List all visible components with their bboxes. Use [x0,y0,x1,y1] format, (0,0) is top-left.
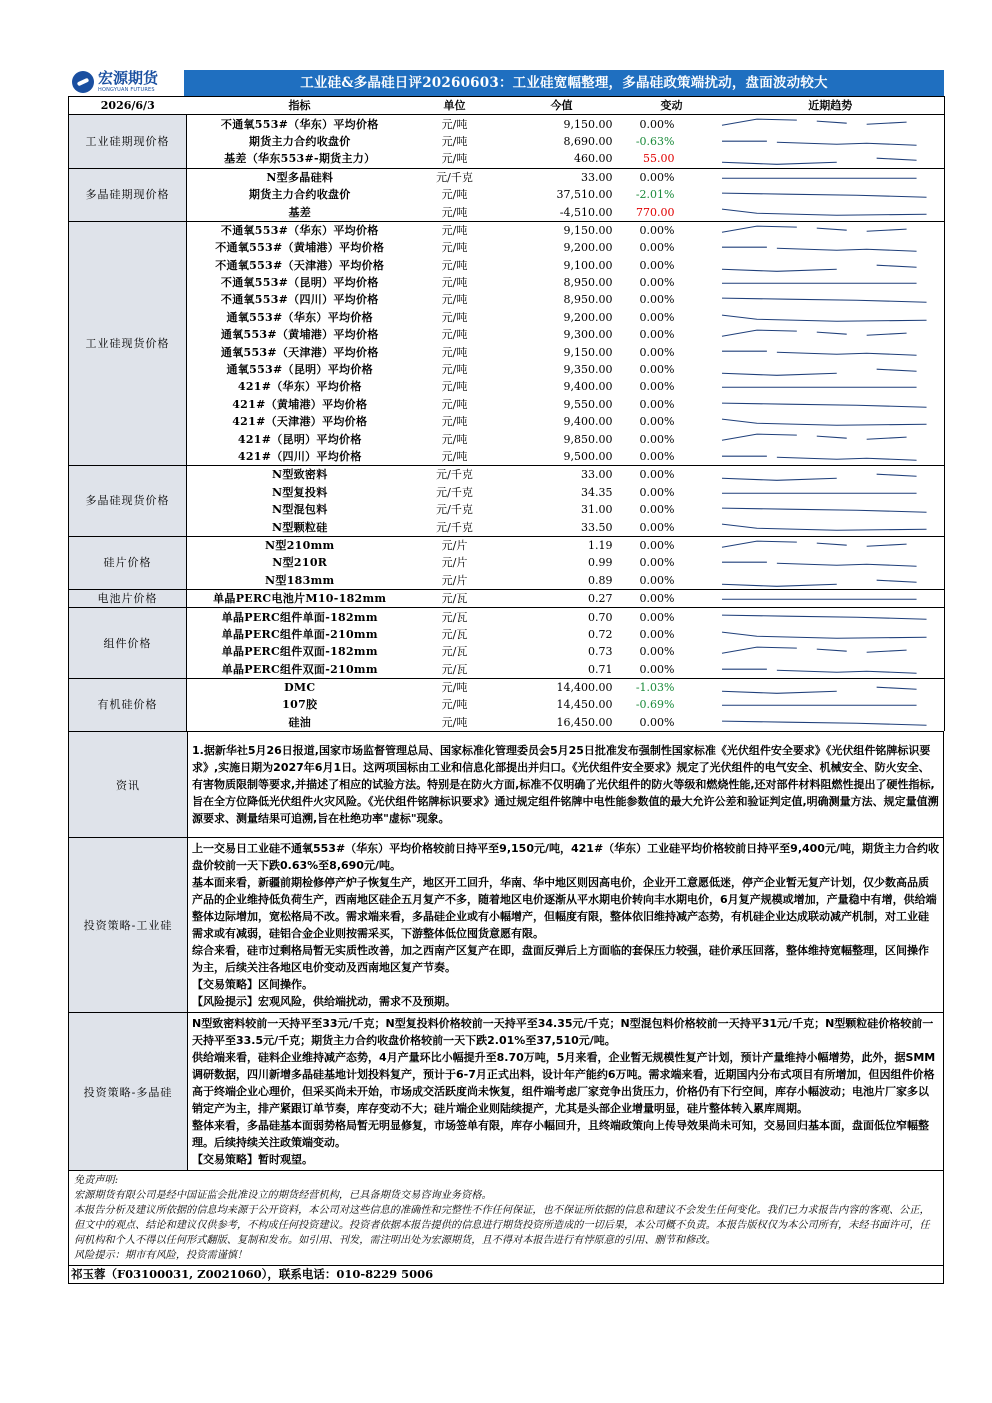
table-row [69,518,945,536]
logo-icon [72,71,94,93]
header-change: 变动 [627,97,717,115]
indicator-cell: 通氧553#（天津港）平均价格 [220,345,379,359]
value-cell: 8,950.00 [563,276,613,290]
indicator-cell: 不通氧553#（昆明）平均价格 [220,276,379,290]
table-row [69,661,945,679]
disclaimer-line: 宏源期货有限公司是经中国证监会批准设立的期货经营机构，已具备期货交易咨询业务资格。 [74,1190,492,1202]
trend-sparkline [717,257,945,274]
change-cell: 0.00% [639,397,675,411]
table-row [69,696,945,713]
report-page [68,68,944,1284]
change-cell: 0.00% [627,589,717,607]
change-cell: 0.00% [639,503,675,517]
trend-sparkline [717,572,945,590]
table-row [69,413,945,430]
trend-sparkline [717,661,945,679]
info-section [68,731,944,838]
trend-sparkline [717,518,945,536]
value-cell: 8,950.00 [563,293,613,307]
change-cell: 0.00% [627,466,717,484]
change-cell: 0.00% [639,310,675,324]
value-cell: 0.72 [588,627,613,641]
indicator-cell: 单晶PERC组件单面-210mm [221,627,378,641]
table-row [69,257,945,274]
table-row [69,536,945,554]
disclaimer-line: 风险提示：期市有风险，投资需谨慎！ [74,1250,248,1262]
table-row [69,396,945,413]
strategy-poly-paragraph: 【交易策略】暂时观望。 [192,1153,313,1167]
change-cell: 770.00 [636,205,675,219]
indicator-cell: 通氧553#（华东）平均价格 [226,310,373,324]
unit-cell: 元/吨 [441,276,468,290]
indicator-cell: 不通氧553#（华东）平均价格 [187,221,413,239]
disclaimer-line: 本报告分析及建议所依据的信息均来源于公开资料，本公司对这些信息的准确性和完整性不作任何保证，也不保证所依据的信息和建议不会发生任何变化。我们已力求报告内容的客观、公正，但文中的观点、结论和建议仅供参考，不构成任何投资建议。投资者依据本报告提供的信息进行期货投资所造成的一切后果，本公司概不负责。本报告版权仅为本公司所有，未经书面许可，任何机构和个人不得以任何形式翻版、复制和发布。如引用、刊发，需注明出处为宏源期货，且不得对本报告进行有悖原意的引用、删节和修改。 [74,1205,930,1247]
change-cell: 0.00% [639,293,675,307]
indicator-cell: N型致密料 [187,466,413,484]
value-cell: 0.99 [588,556,613,570]
table-row [69,291,945,308]
strategy-si-label: 投资策略-工业硅 [69,838,188,1012]
unit-cell: 元/吨 [441,205,468,219]
indicator-cell: 期货主力合约收盘价 [248,134,351,148]
value-cell: 9,200.00 [563,310,613,324]
trend-sparkline [717,501,945,518]
trend-sparkline [717,484,945,501]
change-cell: 0.00% [639,715,675,729]
change-cell: -2.01% [635,188,675,202]
category-cell: 多晶硅期现价格 [69,168,187,221]
table-row [69,430,945,447]
value-cell: 16,450.00 [556,715,613,729]
logo-name: 宏源期货 [98,69,159,87]
value-cell: -4,510.00 [559,205,613,219]
value-cell: 9,200.00 [563,241,613,255]
table-row [69,115,945,133]
value-cell: 8,690.00 [563,134,613,148]
value-cell: 14,450.00 [556,698,613,712]
trend-sparkline [717,168,945,186]
trend-sparkline [717,115,945,133]
trend-sparkline [717,186,945,203]
table-row [69,554,945,571]
info-paragraph: 1.据新华社5月26日报道,国家市场监督管理总局、国家标准化管理委员会5月25日批准发布强制性国家标准《光伏组件安全要求》《光伏组件铭牌标识要求》,实施日期为2027年6月1日。这两项国标由工业和信息化部提出并归口。《光伏组件安全要求》规定了光伏组件的电气安全、机械安全、防火安全、有害物质限制等要求,并描述了相应的试验方法。特别是在防火方面,标准不仅明确了光伏组件的防火等级和燃烧性能,还对部件材料阻燃性提出了硬性指标,旨在全方位降低光伏组件火灾风险。《光伏组件铭牌标识要求》通过规定组件铭牌中电性能参数值的最大允许公差和验证判定值,明确测量方法、规定量值溯源要求、测量结果可追溯,旨在杜绝功率"虚标"现象。 [192,744,939,826]
strategy-si-paragraph: 【交易策略】区间操作。 [192,978,313,992]
unit-cell: 元/片 [413,536,497,554]
value-cell: 9,150.00 [497,221,627,239]
header-price: 今值 [497,97,627,115]
strategy-poly-section [68,1013,944,1171]
trend-sparkline [717,133,945,150]
trend-sparkline [717,554,945,571]
change-cell: 0.00% [639,258,675,272]
change-cell: 0.00% [639,328,675,342]
trend-sparkline [717,343,945,360]
indicator-cell: 421#（天津港）平均价格 [232,415,368,429]
category-cell: 电池片价格 [69,589,187,607]
strategy-si-paragraph: 上一交易日工业硅不通氧553#（华东）平均价格较前日持平至9,150元/吨，421#（华东）工业硅平均价格较前日持平至9,400元/吨，期货主力合约收盘价较前一天下跌0.63%至8,690元/吨。 [192,842,939,873]
unit-cell: 元/瓦 [441,662,468,676]
trend-sparkline [717,221,945,239]
indicator-cell: N型颗粒硅 [271,520,328,534]
indicator-cell: 不通氧553#（天津港）平均价格 [215,258,385,272]
table-row [69,239,945,256]
unit-cell: 元/瓦 [413,608,497,626]
unit-cell: 元/吨 [441,134,468,148]
indicator-cell: 单晶PERC组件单面-182mm [187,608,413,626]
table-row [69,326,945,343]
category-cell: 多晶硅现货价格 [69,466,187,537]
analyst-contact: 祁玉蓉（F03100031, Z0021060），联系电话：010-8229 5006 [68,1266,944,1284]
company-logo [68,68,184,96]
strategy-poly-label: 投资策略-多晶硅 [69,1013,188,1170]
value-cell: 9,150.00 [497,115,627,133]
category-cell: 硅片价格 [69,536,187,589]
indicator-cell: N型183mm [265,573,335,587]
indicator-cell: 107胶 [282,698,318,712]
unit-cell: 元/片 [441,556,468,570]
value-cell: 9,350.00 [563,363,613,377]
value-cell: 33.00 [497,466,627,484]
unit-cell: 元/千克 [436,503,473,517]
unit-cell: 元/千克 [436,520,473,534]
table-row [69,378,945,395]
unit-cell: 元/吨 [413,115,497,133]
change-cell: 0.00% [639,380,675,394]
trend-sparkline [717,643,945,660]
trend-sparkline [717,326,945,343]
unit-cell: 元/千克 [436,485,473,499]
trend-sparkline [717,203,945,221]
strategy-si-paragraph: 综合来看，硅市过剩格局暂无实质性改善，加之西南产区复产在即，盘面反弹后上方面临的套保压力较强，硅价承压回落，整体维持宽幅整理，区间操作为主，后续关注各地区电价变动及西南地区复产节奏。 [192,944,929,975]
indicator-cell: 不通氧553#（华东）平均价格 [187,115,413,133]
table-row [69,361,945,378]
unit-cell: 元/吨 [441,450,468,463]
change-cell: 0.00% [639,450,675,463]
trend-sparkline [717,378,945,395]
change-cell: 0.00% [627,536,717,554]
header-trend: 近期趋势 [717,97,945,115]
table-row [69,589,945,607]
disclaimer-title: 免责声明: [74,1175,119,1187]
strategy-si-paragraph: 【风险提示】宏观风险，供给端扰动，需求不及预期。 [192,995,456,1009]
table-row [69,203,945,221]
table-row [69,274,945,291]
indicator-cell: 硅油 [288,715,312,729]
value-cell: 9,100.00 [563,258,613,272]
indicator-cell: 421#（昆明）平均价格 [237,432,362,446]
unit-cell: 元/吨 [441,310,468,324]
change-cell: 0.00% [639,345,675,359]
category-cell: 有机硅价格 [69,678,187,731]
unit-cell: 元/瓦 [441,645,468,659]
table-row [69,448,945,466]
table-row [69,133,945,150]
trend-sparkline [717,274,945,291]
change-cell: 0.00% [639,363,675,377]
table-row [69,168,945,186]
trend-sparkline [717,448,945,466]
indicator-cell: 单晶PERC电池片M10-182mm [187,589,413,607]
unit-cell: 元/吨 [441,397,468,411]
value-cell: 34.35 [581,485,613,499]
trend-sparkline [717,589,945,607]
indicator-cell: DMC [187,678,413,696]
trend-sparkline [717,466,945,484]
change-cell: -0.63% [635,134,675,148]
value-cell: 31.00 [581,503,613,517]
indicator-cell: N型复投料 [271,485,328,499]
table-row [69,608,945,626]
indicator-cell: N型210mm [187,536,413,554]
indicator-cell: 421#（黄埔港）平均价格 [232,397,368,411]
unit-cell: 元/吨 [441,258,468,272]
trend-sparkline [717,430,945,447]
table-row [69,186,945,203]
change-cell: 0.00% [639,276,675,290]
trend-sparkline [717,608,945,626]
change-cell: 0.00% [639,627,675,641]
value-cell: 0.73 [588,645,613,659]
unit-cell: 元/吨 [441,698,468,712]
report-title: 工业硅&多晶硅日评20260603：工业硅宽幅整理，多晶硅政策端扰动，盘面波动较大 [184,70,944,96]
change-cell: 0.00% [639,520,675,534]
trend-sparkline [717,309,945,326]
indicator-cell: 不通氧553#（黄埔港）平均价格 [215,241,385,255]
value-cell: 9,300.00 [563,328,613,342]
unit-cell: 元/吨 [441,152,468,166]
unit-cell: 元/吨 [413,221,497,239]
table-row [69,309,945,326]
table-header-row [69,97,945,115]
value-cell: 0.89 [588,573,613,587]
indicator-cell: N型多晶硅料 [187,168,413,186]
info-label: 资讯 [69,732,188,837]
header-unit: 单位 [413,97,497,115]
value-cell: 0.27 [497,589,627,607]
disclaimer [68,1171,944,1266]
strategy-poly-paragraph: 整体来看，多晶硅基本面弱势格局暂无明显修复，市场签单有限，库存小幅回升，且终端政策向上传导效果尚未可知，交易回归基本面，盘面低位窄幅整理。后续持续关注政策端变动。 [192,1119,929,1150]
trend-sparkline [717,361,945,378]
change-cell: 0.00% [627,221,717,239]
trend-sparkline [717,413,945,430]
value-cell: 33.50 [581,520,613,534]
strategy-si-paragraph: 基本面来看，新疆前期检修停产炉子恢复生产，地区开工回升，华南、华中地区则因高电价，企业开工意愿低迷，停产企业暂无复产计划，仅少数高品质产品的企业维持低负荷生产，西南地区硅企五月复产不多，随着地区电价逐渐从平水期电价转向丰水期电价，6月复产规模或增加，产量稳中有增，供给端整体边际增加，宽松格局不改。需求端来看，多晶硅企业或有小幅增产，但幅度有限，整体依旧维持减产态势，有机硅企业达成联动减产机制，对工业硅需求或有减弱，硅铝合金企业则按需采买，下游整体低位囤货意愿有限。 [192,876,937,941]
trend-sparkline [717,396,945,413]
indicator-cell: 单晶PERC组件双面-182mm [221,645,378,659]
indicator-cell: 期货主力合约收盘价 [248,188,351,202]
unit-cell: 元/吨 [441,328,468,342]
change-cell: 0.00% [627,168,717,186]
change-cell: 55.00 [643,152,675,166]
category-cell: 工业硅现货价格 [69,221,187,465]
category-cell: 组件价格 [69,608,187,679]
table-row [69,626,945,643]
trend-sparkline [717,291,945,308]
strategy-poly-paragraph: 供给端来看，硅料企业维持减产态势，4月产量环比小幅提升至8.70万吨，5月来看，企业暂无规模性复产计划，预计产量维持小幅增势，此外，据SMM调研数据，四川新增多晶硅基地计划投料复产，预计于6-7月正式出料，设计年产能约6万吨。需求端来看，近期国内分布式项目有所增加，但因组件价格高于终端企业心理价，但采买尚未开始，市场成交活跃度尚未恢复，组件端考虑厂家竞争出货压力，价格仍有下行空间，库存小幅波动；电池片厂家多以销定产为主，排产紧跟订单节奏，库存变动不大；硅片端企业则陆续提产，尤其是头部企业增量明显，硅片整体转入累库周期。 [192,1051,936,1116]
table-row [69,501,945,518]
unit-cell: 元/吨 [441,363,468,377]
change-cell: 0.00% [639,415,675,429]
table-row [69,714,945,731]
value-cell: 37,510.00 [556,188,613,202]
price-table [68,96,945,731]
value-cell: 460.00 [574,152,613,166]
change-cell: 0.00% [639,432,675,446]
indicator-cell: 基差 [288,205,312,219]
unit-cell: 元/瓦 [441,627,468,641]
table-row [69,150,945,168]
change-cell: -1.03% [627,678,717,696]
change-cell: 0.00% [639,662,675,676]
header-indicator: 指标 [187,97,413,115]
trend-sparkline [717,696,945,713]
indicator-cell: 通氧553#（昆明）平均价格 [226,363,373,377]
header-date: 2026/6/3 [69,97,187,115]
trend-sparkline [717,714,945,731]
unit-cell: 元/吨 [441,415,468,429]
indicator-cell: 通氧553#（黄埔港）平均价格 [220,328,379,342]
strategy-si-section [68,838,944,1013]
table-row [69,643,945,660]
unit-cell: 元/吨 [441,188,468,202]
trend-sparkline [717,626,945,643]
indicator-cell: 421#（四川）平均价格 [237,450,362,463]
unit-cell: 元/吨 [441,380,468,394]
value-cell: 9,400.00 [563,415,613,429]
table-row [69,221,945,239]
trend-sparkline [717,536,945,554]
change-cell: -0.69% [635,698,675,712]
indicator-cell: 单晶PERC组件双面-210mm [221,662,378,676]
unit-cell: 元/吨 [441,345,468,359]
indicator-cell: N型混包料 [271,503,328,517]
unit-cell: 元/瓦 [413,589,497,607]
change-cell: 0.00% [627,608,717,626]
indicator-cell: 基差（华东553#-期货主力） [224,152,376,166]
unit-cell: 元/片 [441,573,468,587]
value-cell: 9,550.00 [563,397,613,411]
value-cell: 1.19 [497,536,627,554]
table-row [69,466,945,484]
unit-cell: 元/吨 [413,678,497,696]
value-cell: 33.00 [497,168,627,186]
change-cell: 0.00% [639,485,675,499]
indicator-cell: 不通氧553#（四川）平均价格 [220,293,379,307]
value-cell: 0.70 [497,608,627,626]
strategy-poly-paragraph: N型致密料较前一天持平至33元/千克；N型复投料价格较前一天持平至34.35元/千克；N型混包料价格较前一天持平31元/千克；N型颗粒硅价格较前一天持平至33.5元/千克；期货主力合约收盘价格较前一天下跌2.01%至37,510元/吨。 [192,1017,934,1048]
category-cell: 工业硅期现价格 [69,115,187,168]
indicator-cell: N型210R [272,556,328,570]
trend-sparkline [717,150,945,168]
change-cell: 0.00% [639,645,675,659]
unit-cell: 元/吨 [441,432,468,446]
indicator-cell: 421#（华东）平均价格 [237,380,362,394]
change-cell: 0.00% [639,573,675,587]
table-row [69,678,945,696]
unit-cell: 元/吨 [441,715,468,729]
unit-cell: 元/吨 [441,293,468,307]
value-cell: 9,500.00 [563,450,613,463]
table-row [69,343,945,360]
value-cell: 9,850.00 [563,432,613,446]
table-row [69,572,945,590]
value-cell: 9,400.00 [563,380,613,394]
value-cell: 9,150.00 [563,345,613,359]
change-cell: 0.00% [627,115,717,133]
change-cell: 0.00% [639,241,675,255]
unit-cell: 元/吨 [441,241,468,255]
logo-english: HONGYUAN FUTURES [98,87,155,93]
value-cell: 0.71 [588,662,613,676]
unit-cell: 元/千克 [413,466,497,484]
unit-cell: 元/千克 [413,168,497,186]
trend-sparkline [717,239,945,256]
trend-sparkline [717,678,945,696]
table-row [69,484,945,501]
report-header [68,68,944,96]
change-cell: 0.00% [639,556,675,570]
value-cell: 14,400.00 [497,678,627,696]
